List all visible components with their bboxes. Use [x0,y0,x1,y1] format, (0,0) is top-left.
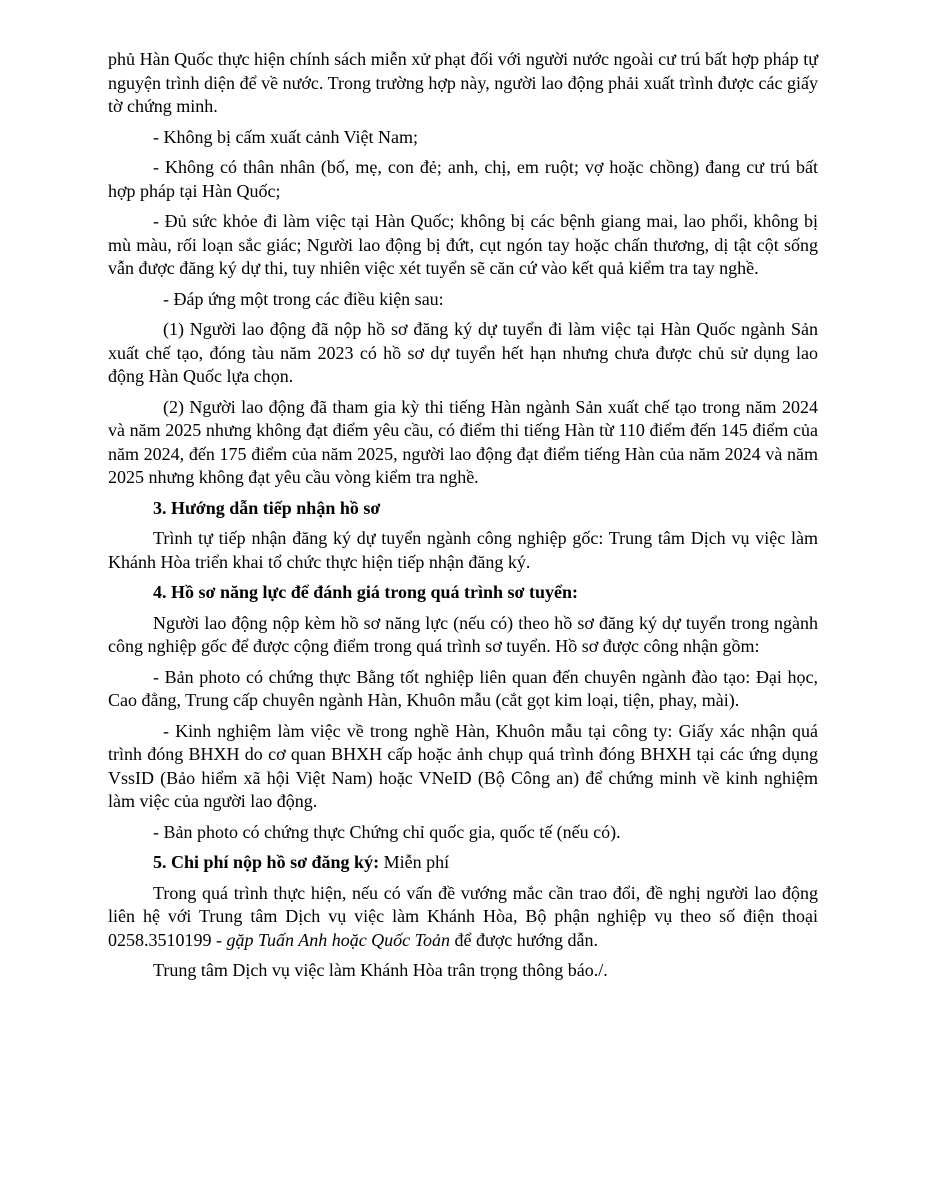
section-heading-fee [108,851,818,875]
list-item: - Bản photo có chứng thực Bằng tốt nghiệp liên quan đến chuyên ngành đào tạo: Đại học, Cao đẳng, Trung cấp chuyên ngành Hàn, Khuôn mẫu (cắt gọt kim loại, tiện, phay, mài). [108,666,818,710]
list-item: - Bản photo có chứng thực Chứng chỉ quốc gia, quốc tế (nếu có). [153,821,621,842]
contact-names: gặp Tuấn Anh hoặc Quốc Toản [226,929,451,950]
condition-item: (1) Người lao động đã nộp hồ sơ đăng ký dự tuyển đi làm việc tại Hàn Quốc ngành Sản xuất chế tạo, đóng tàu năm 2023 có hồ sơ dự tuyển hết hạn nhưng chưa được chủ sử dụng lao động Hàn Quốc lựa chọn. [108,319,818,386]
list-item: - Kinh nghiệm làm việc về trong nghề Hàn, Khuôn mẫu tại công ty: Giấy xác nhận quá trình đóng BHXH do cơ quan BHXH cấp hoặc ảnh chụp quá trình đóng BHXH tại các ứng dụng VssID (Bảo hiểm xã hội Việt Nam) hoặc VNeID (Bộ Công an) để chứng minh về kinh nghiệm làm việc của người lao động. [108,720,818,811]
paragraph: Người lao động nộp kèm hồ sơ năng lực (nếu có) theo hồ sơ đăng ký dự tuyển trong ngành công nghiệp gốc để được cộng điểm trong quá trình sơ tuyển. Hồ sơ được công nhận gồm: [108,612,818,656]
list-item: - Đáp ứng một trong các điều kiện sau: [163,288,444,309]
list-item: - Không có thân nhân (bố, mẹ, con đẻ; anh, chị, em ruột; vợ hoặc chồng) đang cư trú bất hợp pháp tại Hàn Quốc; [108,157,818,201]
fee-value: Miễn phí [379,852,450,872]
contact-paragraph [108,882,818,953]
condition-item: (2) Người lao động đã tham gia kỳ thi tiếng Hàn ngành Sản xuất chế tạo trong năm 2024 và năm 2025 nhưng không đạt điểm yêu cầu, có điểm thi tiếng Hàn từ 110 điểm đến 145 điểm của năm 2024, đến 175 điểm của năm 2025, người lao động đạt điểm tiếng Hàn của năm 2024 và năm 2025 nhưng không đạt yêu cầu vòng kiểm tra nghề. [108,396,818,487]
document-page [108,48,818,990]
list-item: - Đủ sức khỏe đi làm việc tại Hàn Quốc; không bị các bệnh giang mai, lao phổi, không bị mù màu, rối loạn sắc giác; Người lao động bị đứt, cụt ngón tay hoặc chấn thương, dị tật cột sống vẫn được đăng ký dự thi, tuy nhiên việc xét tuyển sẽ căn cứ vào kết quả kiểm tra tay nghề. [108,211,818,278]
contact-text: Trong quá trình thực hiện, nếu có vấn đề vướng mắc cần trao đổi, đề nghị người lao động liên hệ với Trung tâm Dịch vụ việc làm Khánh Hòa, Bộ phận nghiệp vụ theo số điện thoại 0258.3510199 - [108,882,818,950]
closing-line: Trung tâm Dịch vụ việc làm Khánh Hòa trân trọng thông báo./. [153,960,608,980]
paragraph: phủ Hàn Quốc thực hiện chính sách miễn xử phạt đối với người nước ngoài cư trú bất hợp pháp tự nguyện trình diện để về nước. Trong trường hợp này, người lao động phải xuất trình được các giấy tờ chứng minh. [108,49,818,116]
section-heading: 4. Hồ sơ năng lực để đánh giá trong quá trình sơ tuyển: [153,582,578,602]
list-item: - Không bị cấm xuất cảnh Việt Nam; [153,126,419,147]
contact-text-end: để được hướng dẫn. [450,929,599,950]
fee-label: 5. Chi phí nộp hồ sơ đăng ký: [153,852,380,872]
paragraph: Trình tự tiếp nhận đăng ký dự tuyển ngành công nghiệp gốc: Trung tâm Dịch vụ việc làm Khánh Hòa triển khai tổ chức thực hiện tiếp nhận đăng ký. [108,528,818,572]
section-heading: 3. Hướng dẫn tiếp nhận hồ sơ [153,497,381,518]
